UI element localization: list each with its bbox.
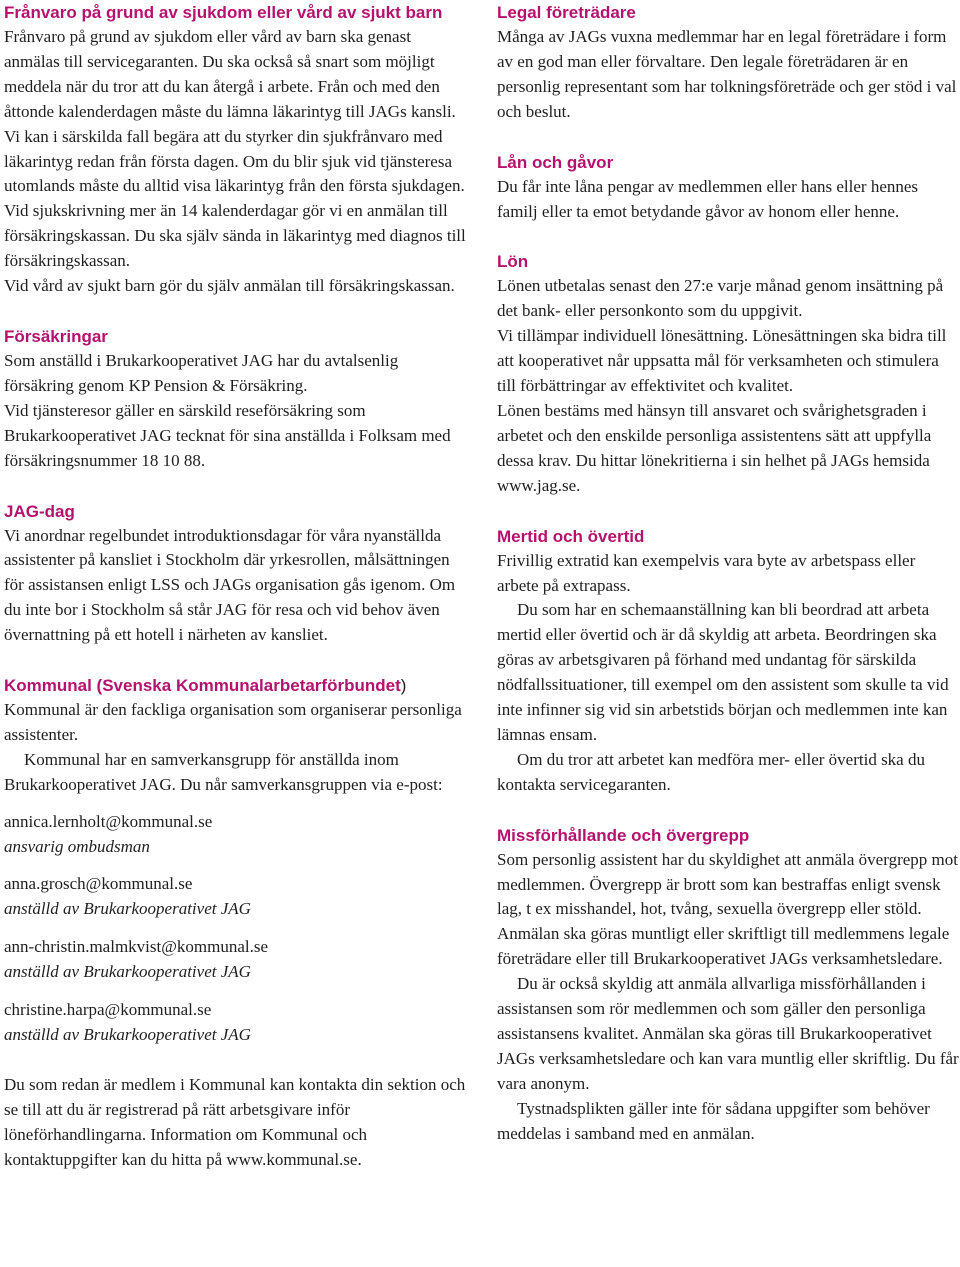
paragraph: Vid tjänsteresor gäller en särskild reseförsäkring som Brukarkooperativet JAG tecknat för sina anställda i Folksam med försäkringsnummer 18 10 88. (4, 400, 451, 470)
contact-email[interactable]: anna.grosch@kommunal.se (4, 874, 193, 894)
paragraph: Om du tror att arbetet kan medföra mer- eller övertid ska du kontakta servicegaranten. (497, 749, 925, 794)
paragraph: Frånvaro på grund av sjukdom eller vård av barn ska genast anmälas till servicegaranten. Du ska också så snart som möjligt meddela när du tror att du kan återgå i arbete. Från och med den åttonde kalenderdagen måste du lämna läkarintyg till JAGs kansli. Vi kan i särskilda fall begära att du styrker din sjukfrånvaro med läkarintyg redan från första dagen. Om du blir sjuk vid tjänsteresa utomlands måste du alltid visa läkarintyg från den första sjukdagen. (4, 27, 465, 196)
paragraph: Vid vård av sjukt barn gör du själv anmälan till försäkringskassan. (4, 276, 455, 296)
section-heading: Lån och gåvor (497, 152, 614, 172)
section-missforhallande (497, 823, 959, 1147)
section-heading: Missförhållande och övergrepp (497, 825, 750, 845)
paragraph: Du som har en schemaanställning kan bli beordrad att arbeta mertid eller övertid och är då skyldig att arbeta. Beordringen ska göras av arbetsgivaren på förhand med undantag för särskilda nödfallssituationer, till exempel om den assistent som skulle ta vid inte infinner sig vid sin arbetstids början och medlemmen inte kan lämnas ensam. (497, 600, 949, 744)
contact-item (4, 998, 466, 1048)
contact-role: ansvarig ombudsman (4, 836, 150, 856)
paragraph: Tystnadsplikten gäller inte för sådana uppgifter som behöver meddelas i samband med en anmälan. (497, 1098, 930, 1143)
paragraph: Vi tillämpar individuell lönesättning. Lönesättningen ska bidra till att kooperativet når uppsatta mål för verksamheten och stimulera till förbättringar av effektivitet och kvalitet. (497, 326, 947, 396)
section-heading: Legal företrädare (497, 3, 636, 22)
paragraph: Vi anordnar regelbundet introduktionsdagar för våra nyanställda assistenter på kansliet i Stockholm där yrkesrollen, målsättningen för assistansen enligt LSS och JAGs organisation gås igenom. Om du inte bor i Stockholm så står JAG för resa och vid behov även övernattning på ett hotell i närheten av kansliet. (4, 525, 456, 645)
section-lon (497, 249, 959, 498)
paragraph: Du får inte låna pengar av medlemmen eller hans eller hennes familj eller ta emot betydande gåvor av honom eller henne. (497, 176, 919, 221)
contact-email[interactable]: ann-christin.malmkvist@kommunal.se (4, 937, 269, 957)
heading-text: Kommunal (Svenska Kommunalarbetarförbundet (4, 676, 401, 696)
section-lan-och-gavor (497, 150, 959, 225)
contact-item (4, 872, 466, 922)
contact-email[interactable]: christine.harpa@kommunal.se (4, 1000, 212, 1020)
section-heading (4, 673, 466, 698)
paragraph: Som personlig assistent har du skyldighet att anmäla övergrepp mot medlemmen. Övergrepp är brott som kan bestraffas enligt svensk lag, t ex misshandel, hot, tvång, sexuella övergrepp eller stöld. Anmälan ska göras muntligt eller skriftligt till medlemmens legale företrädare eller till Brukarkooperativet JAGs verksamhetsledare. (497, 849, 958, 969)
contact-role: anställd av Brukarkooperativet JAG (4, 1025, 251, 1044)
section-heading: Mertid och övertid (497, 526, 645, 546)
contact-item (4, 935, 466, 985)
section-heading: Lön (497, 252, 529, 272)
contact-role: anställd av Brukarkooperativet JAG (4, 962, 251, 982)
paragraph: Lönen bestäms med hänsyn till ansvaret och svårighetsgraden i arbetet och den enskilde personliga assistentens sätt att uppfylla dessa krav. Du hittar lönekritierna i sin helhet på JAGs hemsida www.jag.se. (497, 400, 932, 495)
section-heading: Försäkringar (4, 326, 108, 346)
paragraph: Vid sjukskrivning mer än 14 kalenderdagar gör vi en anmälan till försäkringskassan. Du ska själv sända in läkarintyg med diagnos till försäkringskassan. (4, 201, 466, 271)
contact-role: anställd av Brukarkooperativet JAG (4, 899, 251, 919)
contact-email[interactable]: annica.lernholt@kommunal.se (4, 811, 213, 831)
section-heading: Frånvaro på grund av sjukdom eller vård av sjukt barn (4, 3, 443, 22)
contact-item (4, 810, 466, 860)
paragraph: Många av JAGs vuxna medlemmar har en legal företrädare i form av en god man eller förvaltare. Den legale företrädaren är en personlig representant som har tolkningsföreträde och ger stöd i val och beslut. (497, 27, 957, 121)
section-legal-foretradare (497, 0, 959, 125)
section-heading: JAG-dag (4, 501, 75, 521)
left-column (4, 0, 466, 1173)
paragraph: Kommunal har en samverkansgrupp för anställda inom Brukarkooperativet JAG. Du når samverkansgruppen via e-post: (4, 749, 443, 794)
heading-paren: ) (400, 676, 407, 696)
right-column (497, 0, 959, 1147)
paragraph: Du som redan är medlem i Kommunal kan kontakta din sektion och se till att du är registrerad på rätt arbetsgivare inför löneförhandlingarna. Information om Kommunal och kontaktuppgifter kan du hitta på www.kommunal.se. (4, 1074, 466, 1169)
paragraph: Frivillig extratid kan exempelvis vara byte av arbetspass eller arbete på extrapass. (497, 550, 916, 595)
section-kommunal (4, 673, 466, 1173)
section-mertid-och-overtid (497, 524, 959, 798)
section-forsakringar (4, 324, 466, 474)
paragraph: Du är också skyldig att anmäla allvarliga missförhållanden i assistansen som rör medlemmen och som gäller den personliga assistansens kvalitet. Anmälan ska göras till Brukarkooperativet JAGs verksamhetsledare och kan vara muntlig eller skriftlig. Du får vara anonym. (497, 974, 959, 1093)
section-franvaro (4, 0, 466, 299)
paragraph: Lönen utbetalas senast den 27:e varje månad genom insättning på det bank- eller personkonto som du uppgivit. (497, 276, 944, 321)
paragraph: Kommunal är den fackliga organisation som organiserar personliga assistenter. (4, 700, 462, 744)
section-jag-dag (4, 499, 466, 649)
paragraph: Som anställd i Brukarkooperativet JAG har du avtalsenlig försäkring genom KP Pension & Försäkring. (4, 350, 399, 395)
